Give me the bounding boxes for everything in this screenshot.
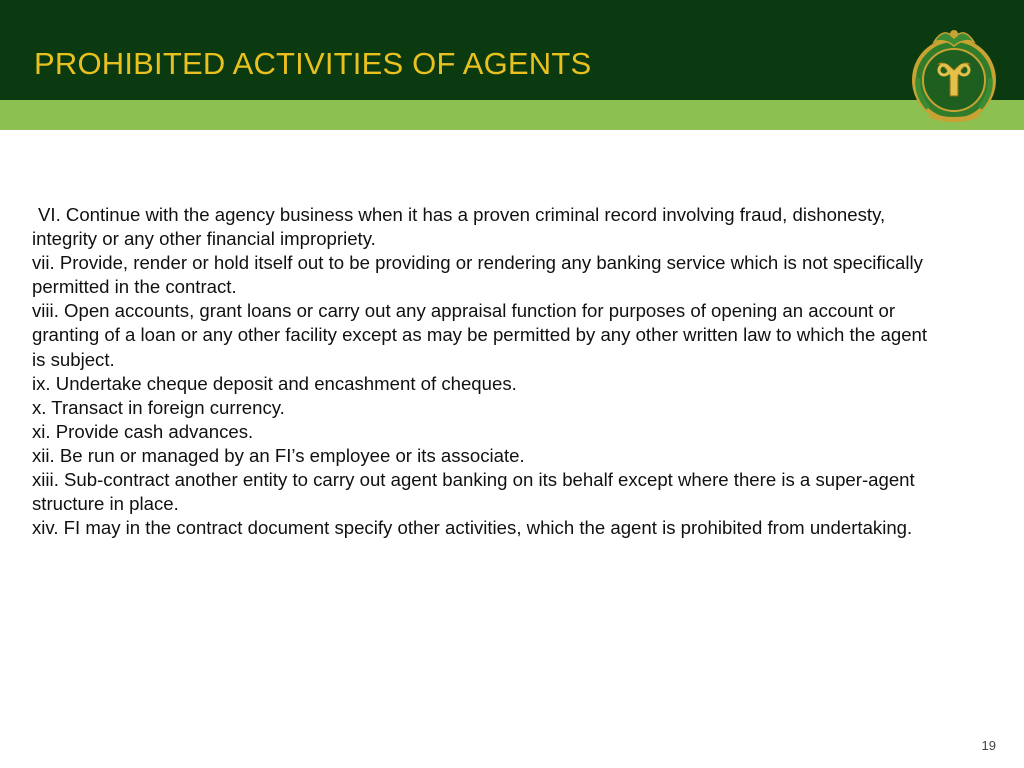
- list-item: xiii. Sub-contract another entity to carry out agent banking on its behalf except where there is a super-agent structure in place.: [32, 469, 915, 515]
- list-item: ix. Undertake cheque deposit and encashment of cheques.: [32, 372, 517, 394]
- list-item: VI. Continue with the agency business when it has a proven criminal record involving fraud, dishonesty, integrity or any other financial impropriety.: [32, 204, 886, 250]
- central-bank-emblem-icon: [906, 20, 1002, 124]
- prohibited-activities-list: [32, 203, 932, 540]
- list-item: xi. Provide cash advances.: [32, 420, 254, 442]
- list-item: xiv. FI may in the contract document specify other activities, which the agent is prohibited from undertaking.: [32, 517, 913, 539]
- list-item: xii. Be run or managed by an FI’s employee or its associate.: [32, 444, 525, 466]
- list-item: viii. Open accounts, grant loans or carry out any appraisal function for purposes of opening an account or granting of a loan or any other facility except as may be permitted by any other written law to which the agent is subject.: [32, 300, 928, 370]
- page-number: 19: [981, 738, 996, 753]
- slide-title: PROHIBITED ACTIVITIES OF AGENTS: [34, 46, 592, 81]
- list-item: vii. Provide, render or hold itself out to be providing or rendering any banking service which is not specifically permitted in the contract.: [32, 252, 923, 298]
- accent-band: [0, 100, 1024, 130]
- list-item: x. Transact in foreign currency.: [32, 396, 285, 418]
